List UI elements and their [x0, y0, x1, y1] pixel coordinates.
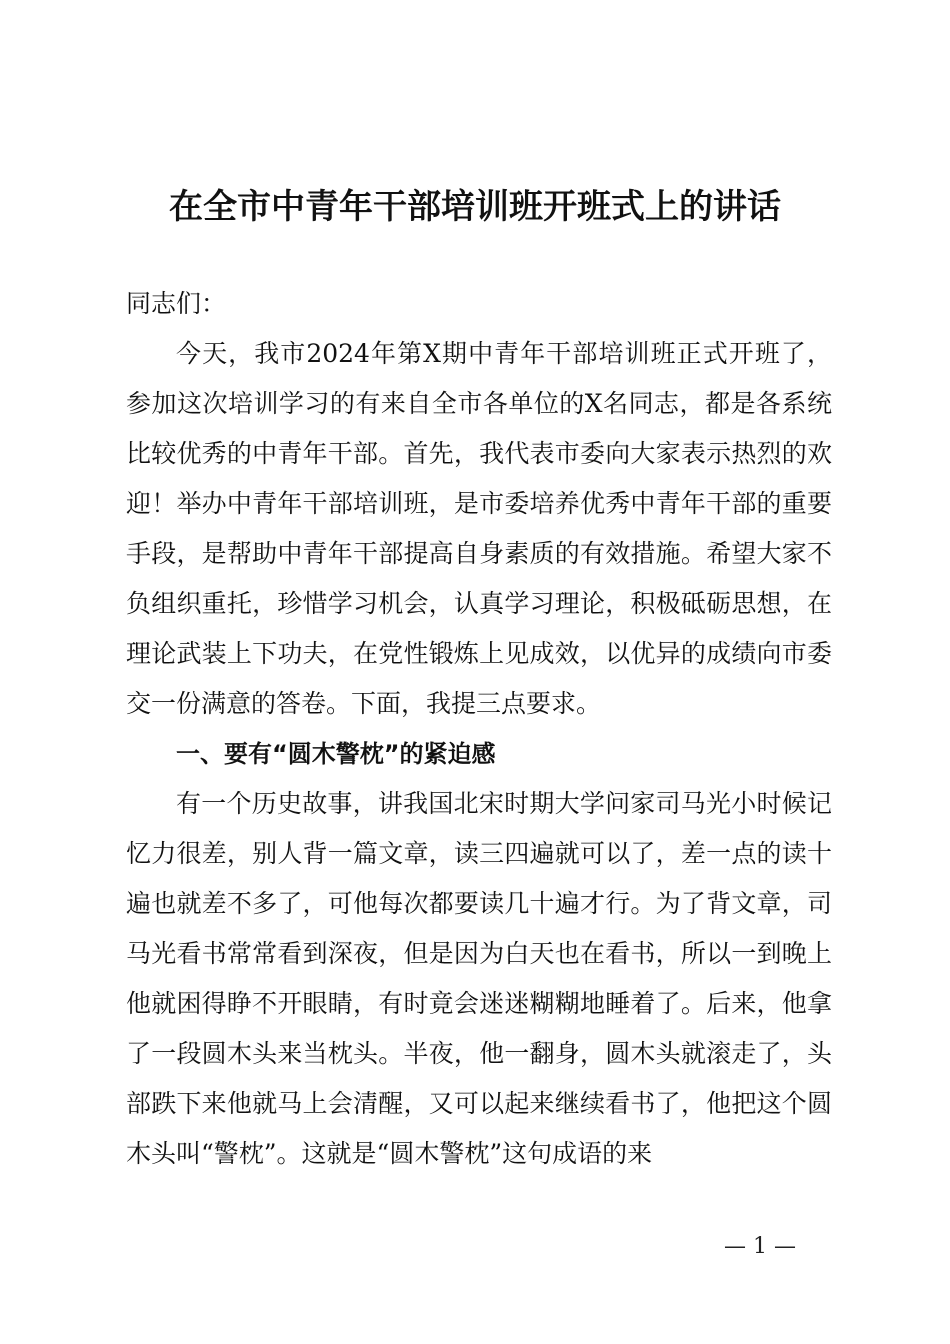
document-body: [126, 279, 832, 1179]
section-heading-1: 一、要有“圆木警枕”的紧迫感: [176, 740, 496, 768]
salutation: 同志们：: [126, 289, 227, 318]
page-number: — 1 —: [724, 1234, 796, 1259]
paragraph-story: 有一个历史故事，讲我国北宋时期大学问家司马光小时候记忆力很差，别人背一篇文章，读三四遍就可以了，差一点的读十遍也就差不多了，可他每次都要读几十遍才行。为了背文章，司马光看书常常看到深夜，但是因为白天也在看书，所以一到晚上他就困得睁不开眼睛，有时竟会迷迷糊糊地睡着了。后来，他拿了一段圆木头来当枕头。半夜，他一翻身，圆木头就滚走了，头部跌下来他就马上会清醒，又可以起来继续看书了，他把这个圆木头叫“警枕”。这就是“圆木警枕”这句成语的来: [126, 789, 832, 1168]
paragraph-intro: 今天，我市2024年第X期中青年干部培训班正式开班了，参加这次培训学习的有来自全市各单位的X名同志，都是各系统比较优秀的中青年干部。首先，我代表市委向大家表示热烈的欢迎！举办中青年干部培训班，是市委培养优秀中青年干部的重要手段，是帮助中青年干部提高自身素质的有效措施。希望大家不负组织重托，珍惜学习机会，认真学习理论，积极砥砺思想，在理论武装上下功夫，在党性锻炼上见成效，以优异的成绩向市委交一份满意的答卷。下面，我提三点要求。: [126, 339, 832, 718]
document-title: 在全市中青年干部培训班开班式上的讲话: [169, 187, 781, 227]
